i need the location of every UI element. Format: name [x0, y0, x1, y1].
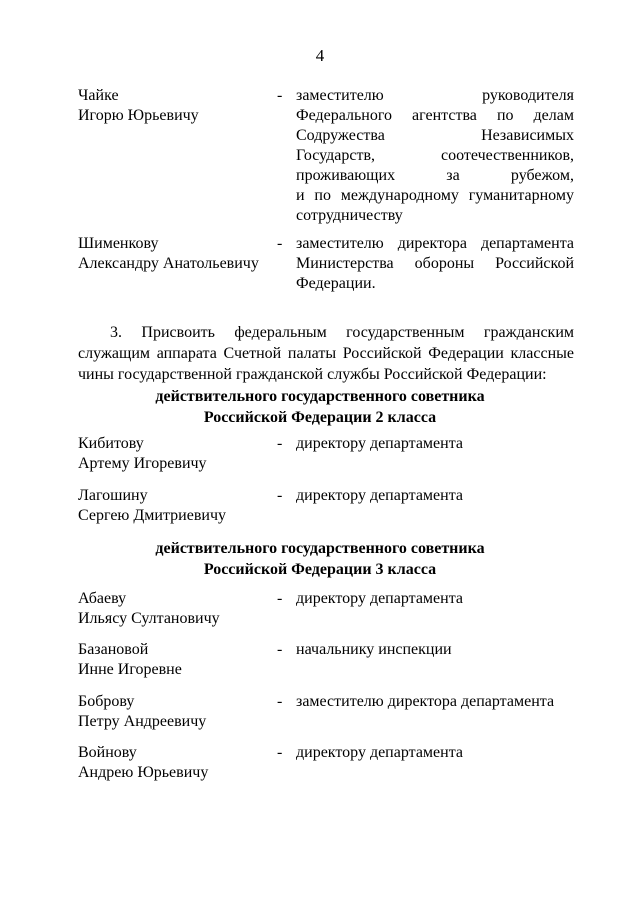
position-line: Федерального агентства по делам: [296, 107, 574, 124]
surname: Базановой: [78, 641, 149, 658]
position-line: заместителю директора департамента: [296, 235, 574, 252]
surname: Боброву: [78, 693, 135, 710]
given-names: Александру Анатольевичу: [78, 255, 259, 272]
position-line: Министерства обороны Российской: [296, 255, 574, 272]
surname: Войнову: [78, 744, 137, 761]
rank-heading: [0, 538, 640, 580]
person-name: [78, 234, 278, 274]
position-line: Государств, соотечественников,: [296, 147, 574, 164]
surname: Лагошину: [78, 487, 148, 504]
dash-separator: -: [277, 435, 283, 452]
dash-separator: -: [277, 744, 283, 761]
heading-line: Российской Федерации 2 класса: [203, 409, 437, 426]
dash-separator: -: [277, 693, 283, 710]
dash-separator: -: [277, 487, 283, 504]
given-names: Артему Игоревичу: [78, 455, 207, 472]
surname: Абаеву: [78, 590, 127, 607]
person-name: [78, 692, 278, 732]
position-line: проживающих за рубежом,: [296, 167, 574, 184]
rank-heading: [0, 386, 640, 428]
position-line: Содружества Независимых: [296, 127, 574, 144]
position-description: [296, 640, 574, 660]
position-line: заместителю директора департамента: [296, 693, 555, 710]
surname: Кибитову: [78, 435, 144, 452]
given-names: Петру Андреевичу: [78, 713, 207, 730]
position-line: и по международному гуманитарному: [296, 187, 574, 204]
person-name: [78, 640, 278, 680]
surname: Шименкову: [78, 235, 159, 252]
person-name: [78, 486, 278, 526]
person-name: [78, 589, 278, 629]
position-description: [296, 434, 574, 454]
page-number: 4: [315, 46, 325, 65]
dash-separator: -: [277, 87, 283, 104]
given-names: Андрею Юрьевичу: [78, 764, 209, 781]
dash-separator: -: [277, 235, 283, 252]
position-line: сотрудничеству: [296, 207, 403, 224]
position-description: [296, 86, 574, 226]
given-names: Игорю Юрьевичу: [78, 107, 199, 124]
position-line: директору департамента: [296, 744, 463, 761]
person-name: [78, 434, 278, 474]
given-names: Ильясу Султановичу: [78, 610, 220, 627]
position-line: начальнику инспекции: [296, 641, 452, 658]
heading-line: действительного государственного советника: [155, 388, 485, 405]
position-line: директору департамента: [296, 487, 463, 504]
person-name: [78, 743, 278, 783]
position-line: Федерации.: [296, 275, 376, 292]
position-description: [296, 743, 574, 763]
position-line: директору департамента: [296, 435, 463, 452]
paragraph-line: чины государственной гражданской службы Российской Федерации:: [78, 366, 547, 383]
person-name: [78, 86, 278, 126]
decree-paragraph: [78, 322, 574, 385]
given-names: Инне Игоревне: [78, 661, 182, 678]
dash-separator: -: [277, 641, 283, 658]
given-names: Сергею Дмитриевичу: [78, 507, 226, 524]
heading-line: действительного государственного советника: [155, 540, 485, 557]
position-description: [296, 692, 574, 712]
dash-separator: -: [277, 590, 283, 607]
position-description: [296, 234, 574, 294]
paragraph-line: 3. Присвоить федеральным государственным гражданским: [110, 324, 574, 341]
position-line: директору департамента: [296, 590, 463, 607]
paragraph-line: служащим аппарата Счетной палаты Российской Федерации классные: [78, 345, 574, 362]
position-line: заместителю руководителя: [296, 87, 574, 104]
heading-line: Российской Федерации 3 класса: [203, 561, 437, 578]
position-description: [296, 486, 574, 506]
surname: Чайке: [78, 87, 119, 104]
position-description: [296, 589, 574, 609]
